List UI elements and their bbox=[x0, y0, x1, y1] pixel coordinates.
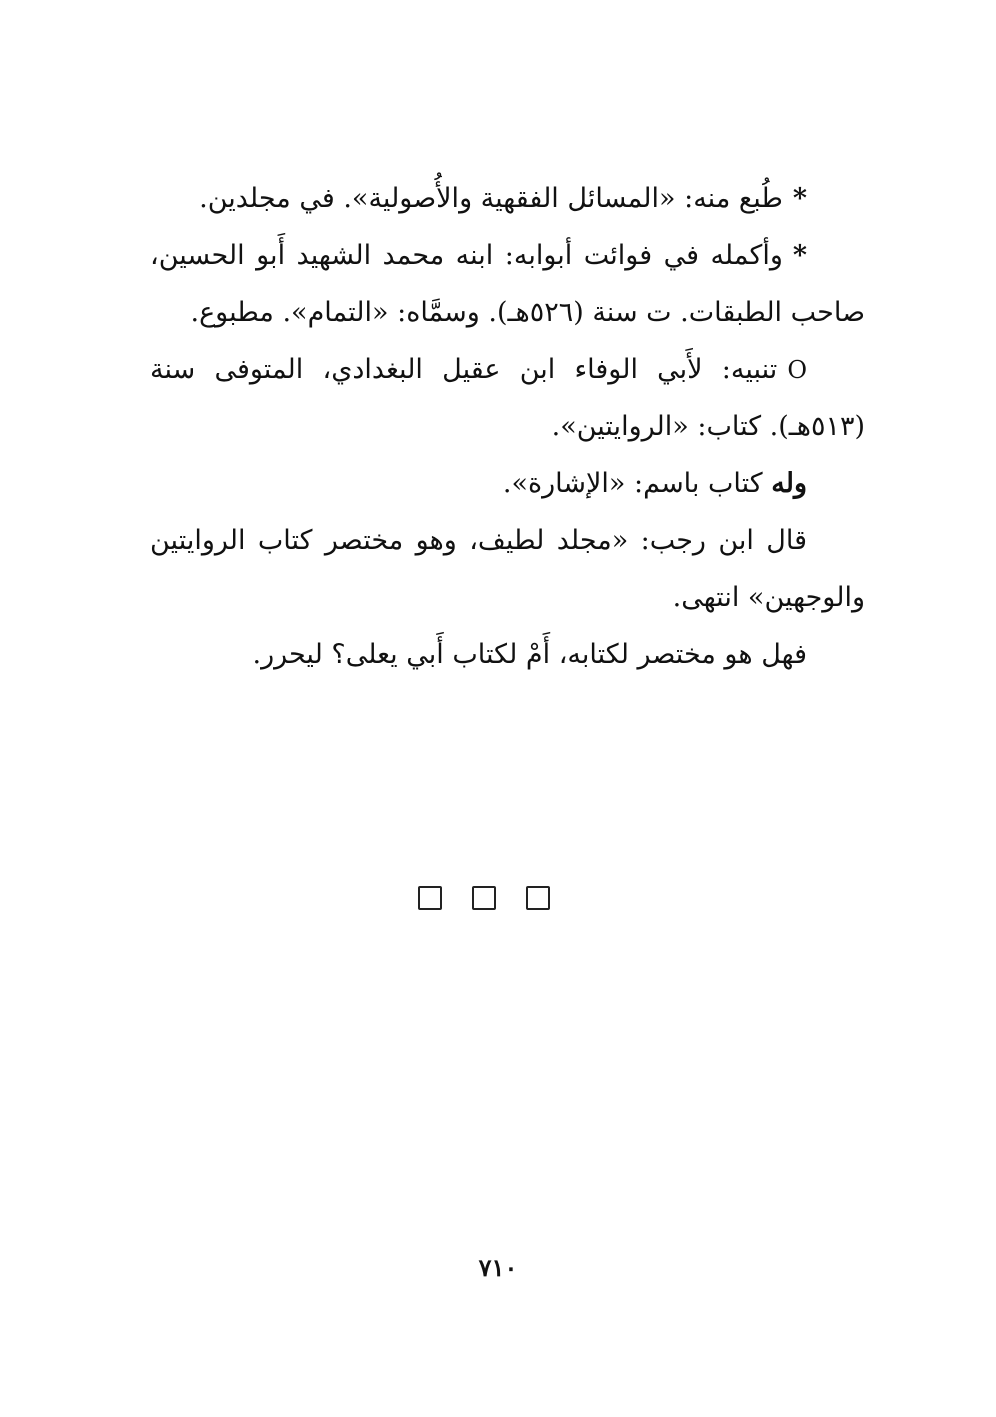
completion-continued-text: صاحب الطبقات. ت سنة (٥٢٦هـ). وسمَّاه: «التمام». مطبوع. bbox=[190, 297, 865, 328]
note-line bbox=[150, 341, 865, 398]
completion-line bbox=[150, 227, 865, 284]
ibn-rajab-quote-line bbox=[150, 512, 865, 569]
printed-edition-line bbox=[150, 170, 865, 227]
square-ornament-icon bbox=[418, 886, 442, 910]
printed-edition-text: طُبع منه: «المسائل الفقهية والأُصولية». في مجلدين. bbox=[199, 183, 783, 214]
square-ornament-icon bbox=[526, 886, 550, 910]
ishara-text: كتاب باسم: «الإشارة». bbox=[502, 468, 763, 499]
section-separator bbox=[418, 886, 550, 912]
ishara-lead-word: وله bbox=[771, 468, 807, 499]
asterisk-marker: * bbox=[792, 183, 807, 214]
ibn-rajab-quote-end-text: والوجهين» انتهى. bbox=[672, 582, 865, 613]
ishara-line bbox=[150, 455, 865, 512]
ibn-rajab-quote-end-line bbox=[150, 569, 865, 626]
body-text bbox=[150, 170, 865, 683]
square-ornament-icon bbox=[472, 886, 496, 910]
note-continued-text: (٥١٣هـ). كتاب: «الروايتين». bbox=[551, 411, 865, 442]
note-text: تنبيه: لأَبي الوفاء ابن عقيل البغدادي، المتوفى سنة bbox=[150, 354, 778, 385]
ibn-rajab-quote-text: قال ابن رجب: «مجلد لطيف، وهو مختصر كتاب الروايتين bbox=[150, 525, 807, 556]
question-text: فهل هو مختصر لكتابه، أَمْ لكتاب أَبي يعلى؟ ليحرر. bbox=[252, 639, 807, 670]
page-number: ٧١٠ bbox=[478, 1253, 518, 1282]
completion-text: وأكمله في فوائت أبوابه: ابنه محمد الشهيد أَبو الحسين، bbox=[150, 240, 783, 271]
note-continued-line bbox=[150, 398, 865, 455]
question-line bbox=[150, 626, 865, 683]
completion-continued-line bbox=[150, 284, 865, 341]
circle-marker: O bbox=[787, 356, 807, 384]
asterisk-marker: * bbox=[792, 240, 807, 271]
